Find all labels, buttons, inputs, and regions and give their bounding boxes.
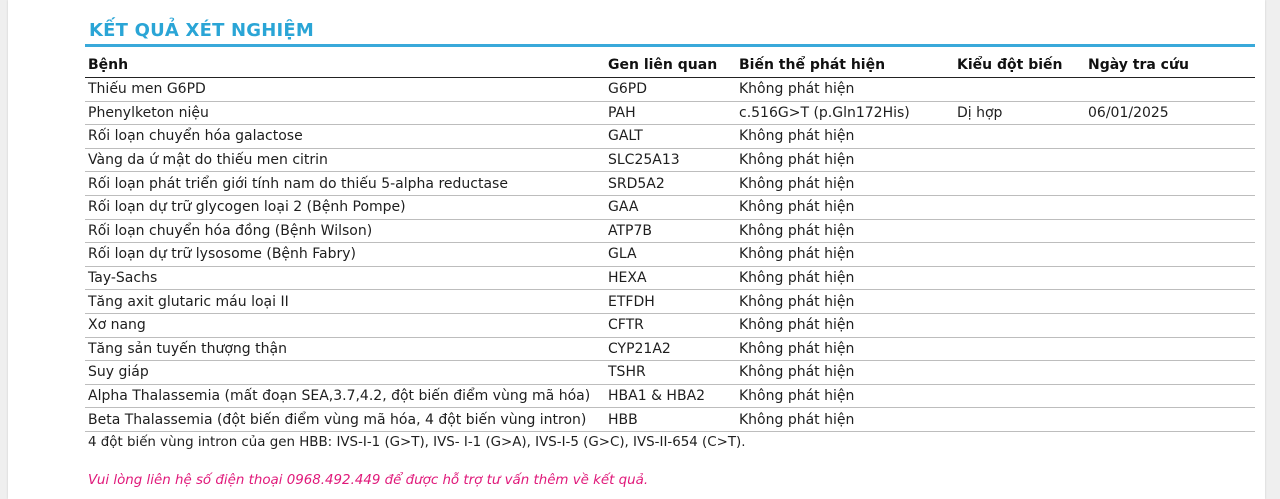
cell-disease: Rối loạn dự trữ lysosome (Bệnh Fabry) bbox=[85, 243, 605, 267]
cell-gene: GALT bbox=[605, 125, 736, 149]
table-row bbox=[85, 337, 1255, 361]
cell-mutation-type bbox=[954, 195, 1085, 219]
cell-gene: PAH bbox=[605, 101, 736, 125]
cell-variant: Không phát hiện bbox=[736, 243, 954, 267]
cell-disease: Suy giáp bbox=[85, 361, 605, 385]
table-row bbox=[85, 148, 1255, 172]
cell-lookup-date bbox=[1085, 243, 1255, 267]
title-divider bbox=[85, 44, 1255, 47]
table-header-row bbox=[85, 52, 1255, 78]
cell-gene: CFTR bbox=[605, 313, 736, 337]
cell-mutation-type bbox=[954, 408, 1085, 432]
cell-gene: GLA bbox=[605, 243, 736, 267]
cell-mutation-type bbox=[954, 219, 1085, 243]
cell-mutation-type: Dị hợp bbox=[954, 101, 1085, 125]
header-variant: Biến thể phát hiện bbox=[736, 52, 954, 78]
table-row bbox=[85, 361, 1255, 385]
cell-variant: Không phát hiện bbox=[736, 148, 954, 172]
header-lookup-date: Ngày tra cứu bbox=[1085, 52, 1255, 78]
cell-variant: Không phát hiện bbox=[736, 361, 954, 385]
table-row bbox=[85, 384, 1255, 408]
cell-variant: Không phát hiện bbox=[736, 266, 954, 290]
cell-mutation-type bbox=[954, 290, 1085, 314]
cell-mutation-type bbox=[954, 361, 1085, 385]
cell-gene: HBA1 & HBA2 bbox=[605, 384, 736, 408]
cell-gene: SRD5A2 bbox=[605, 172, 736, 196]
cell-lookup-date bbox=[1085, 408, 1255, 432]
report-page bbox=[8, 0, 1265, 499]
table-row bbox=[85, 219, 1255, 243]
cell-lookup-date bbox=[1085, 361, 1255, 385]
cell-mutation-type bbox=[954, 266, 1085, 290]
cell-disease: Xơ nang bbox=[85, 313, 605, 337]
header-gene: Gen liên quan bbox=[605, 52, 736, 78]
table-row bbox=[85, 101, 1255, 125]
intron-footnote: 4 đột biến vùng intron của gen HBB: IVS-I-1 (G>T), IVS- I-1 (G>A), IVS-I-5 (G>C), IVS-II-654 (C>T). bbox=[88, 435, 746, 450]
cell-disease: Tay-Sachs bbox=[85, 266, 605, 290]
cell-variant: Không phát hiện bbox=[736, 195, 954, 219]
table-row bbox=[85, 313, 1255, 337]
cell-disease: Rối loạn chuyển hóa đồng (Bệnh Wilson) bbox=[85, 219, 605, 243]
table-row bbox=[85, 290, 1255, 314]
cell-gene: SLC25A13 bbox=[605, 148, 736, 172]
cell-disease: Rối loạn dự trữ glycogen loại 2 (Bệnh Pompe) bbox=[85, 195, 605, 219]
header-mutation-type: Kiểu đột biến bbox=[954, 52, 1085, 78]
table-row bbox=[85, 125, 1255, 149]
cell-lookup-date: 06/01/2025 bbox=[1085, 101, 1255, 125]
cell-lookup-date bbox=[1085, 290, 1255, 314]
cell-lookup-date bbox=[1085, 172, 1255, 196]
section-title: KẾT QUẢ XÉT NGHIỆM bbox=[89, 20, 315, 41]
cell-gene: GAA bbox=[605, 195, 736, 219]
cell-disease: Beta Thalassemia (đột biến điểm vùng mã hóa, 4 đột biến vùng intron) bbox=[85, 408, 605, 432]
cell-disease: Rối loạn chuyển hóa galactose bbox=[85, 125, 605, 149]
cell-variant: Không phát hiện bbox=[736, 172, 954, 196]
cell-gene: ETFDH bbox=[605, 290, 736, 314]
cell-lookup-date bbox=[1085, 148, 1255, 172]
cell-disease: Alpha Thalassemia (mất đoạn SEA,3.7,4.2, đột biến điểm vùng mã hóa) bbox=[85, 384, 605, 408]
table-row bbox=[85, 172, 1255, 196]
cell-lookup-date bbox=[1085, 78, 1255, 102]
cell-mutation-type bbox=[954, 313, 1085, 337]
cell-gene: HBB bbox=[605, 408, 736, 432]
cell-mutation-type bbox=[954, 125, 1085, 149]
results-table bbox=[85, 52, 1255, 432]
cell-disease: Thiếu men G6PD bbox=[85, 78, 605, 102]
cell-variant: Không phát hiện bbox=[736, 125, 954, 149]
cell-gene: HEXA bbox=[605, 266, 736, 290]
cell-variant: Không phát hiện bbox=[736, 408, 954, 432]
cell-mutation-type bbox=[954, 384, 1085, 408]
cell-gene: TSHR bbox=[605, 361, 736, 385]
cell-lookup-date bbox=[1085, 195, 1255, 219]
cell-gene: G6PD bbox=[605, 78, 736, 102]
cell-disease: Phenylketon niệu bbox=[85, 101, 605, 125]
cell-mutation-type bbox=[954, 148, 1085, 172]
cell-lookup-date bbox=[1085, 384, 1255, 408]
table-row bbox=[85, 78, 1255, 102]
header-disease: Bệnh bbox=[85, 52, 605, 78]
cell-disease: Tăng axit glutaric máu loại II bbox=[85, 290, 605, 314]
cell-disease: Rối loạn phát triển giới tính nam do thiếu 5-alpha reductase bbox=[85, 172, 605, 196]
table-row bbox=[85, 266, 1255, 290]
cell-lookup-date bbox=[1085, 125, 1255, 149]
cell-mutation-type bbox=[954, 337, 1085, 361]
cell-variant: Không phát hiện bbox=[736, 290, 954, 314]
contact-note: Vui lòng liên hệ số điện thoại 0968.492.449 để được hỗ trợ tư vấn thêm về kết quả. bbox=[88, 473, 649, 488]
cell-disease: Tăng sản tuyến thượng thận bbox=[85, 337, 605, 361]
cell-variant: c.516G>T (p.Gln172His) bbox=[736, 101, 954, 125]
cell-lookup-date bbox=[1085, 266, 1255, 290]
table-row bbox=[85, 195, 1255, 219]
cell-variant: Không phát hiện bbox=[736, 337, 954, 361]
cell-mutation-type bbox=[954, 78, 1085, 102]
table-row bbox=[85, 408, 1255, 432]
cell-disease: Vàng da ứ mật do thiếu men citrin bbox=[85, 148, 605, 172]
cell-mutation-type bbox=[954, 172, 1085, 196]
cell-lookup-date bbox=[1085, 337, 1255, 361]
cell-gene: ATP7B bbox=[605, 219, 736, 243]
cell-variant: Không phát hiện bbox=[736, 313, 954, 337]
table-body bbox=[85, 78, 1255, 432]
cell-mutation-type bbox=[954, 243, 1085, 267]
cell-variant: Không phát hiện bbox=[736, 219, 954, 243]
cell-variant: Không phát hiện bbox=[736, 78, 954, 102]
cell-lookup-date bbox=[1085, 313, 1255, 337]
cell-lookup-date bbox=[1085, 219, 1255, 243]
cell-variant: Không phát hiện bbox=[736, 384, 954, 408]
table-row bbox=[85, 243, 1255, 267]
cell-gene: CYP21A2 bbox=[605, 337, 736, 361]
